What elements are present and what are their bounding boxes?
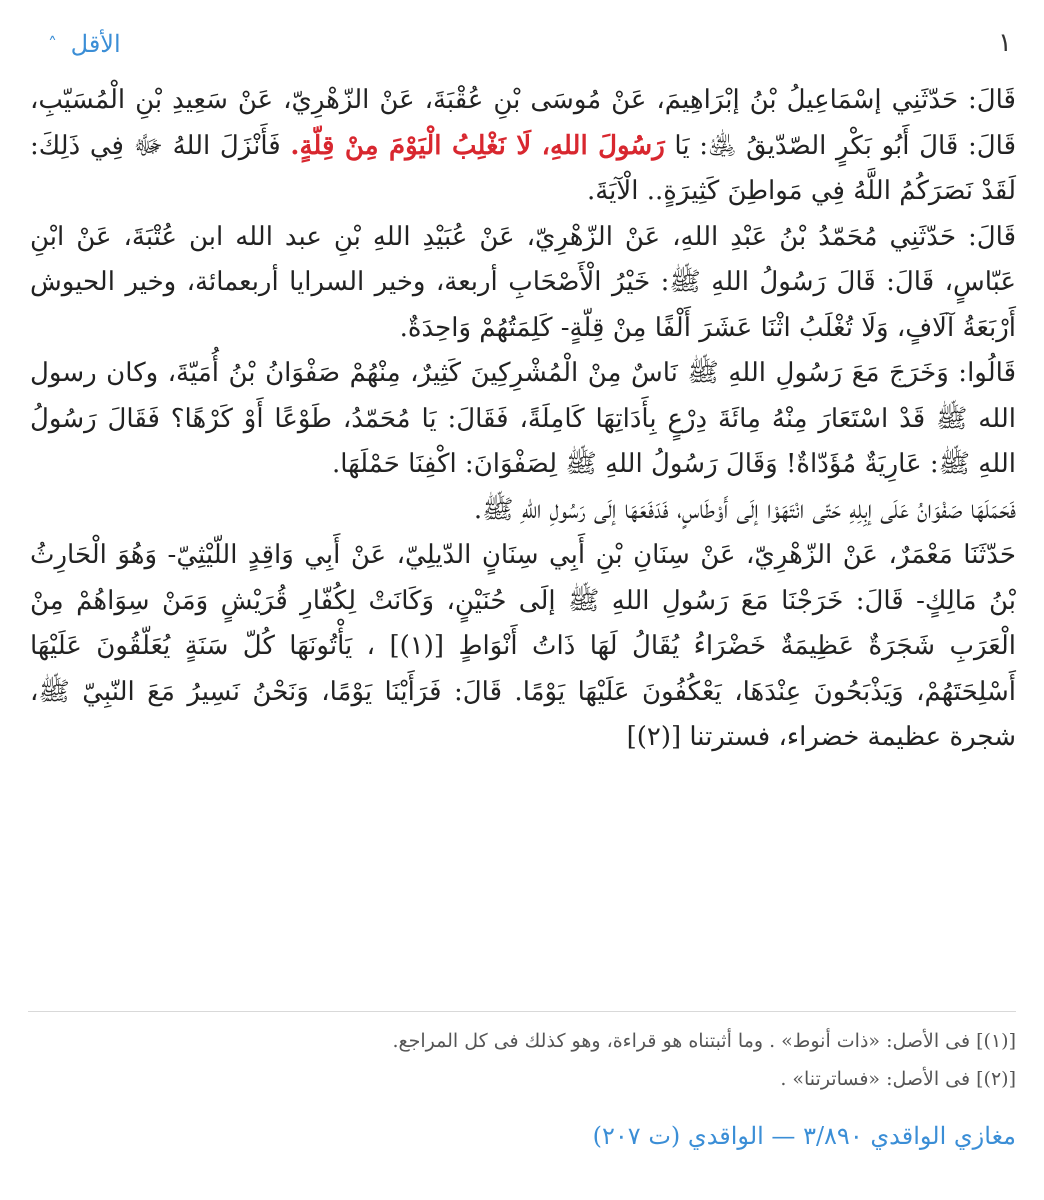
footnote-2: [(٢)] فى الأصل: «فساترتنا» . (780, 1068, 1016, 1090)
footnote-divider (28, 1011, 1016, 1012)
paragraph-4: فَحَمَلَهَا صَفْوَانُ عَلَى إبِلِهِ حَتّى انْتَهَوْا إلَى أَوْطَاسٍ، فَدَفَعَهَا إلَى رَسُولِ اللهِ ﷺ. (473, 494, 1016, 525)
paragraph-1-intro: قَالَ: حَدّثَنِي إسْمَاعِيلُ بْنُ إبْرَاهِيمَ، عَنْ مُوسَى بْنِ عُقْبَةَ، عَنْ الزّهْرِيّ، عَنْ سَعِيدِ بْنِ الْمُسَيّبِ، قَالَ: قَالَ أَبُو بَكْرٍ الصّدّيقُ ﵁: يَا (30, 85, 1017, 161)
top-bar (40, 28, 1012, 68)
paragraph-5: حَدّثَنَا مَعْمَرٌ، عَنْ الزّهْرِيّ، عَنْ سِنَانِ بْنِ أَبِي سِنَانٍ الدّيلِيّ، عَنْ أَبِي وَاقِدٍ اللّيْثِيّ- وَهُوَ الْحَارِثُ بْنُ مَالِكٍ- قَالَ: خَرَجْنَا مَعَ رَسُولِ اللهِ ﷺ إلَى حُنَيْنٍ، وَكَانَتْ لِكُفّارِ قُرَيْشٍ وَمَنْ سِوَاهُمْ مِنْ الْعَرَبِ شَجَرَةٌ عَظِيمَةٌ خَضْرَاءُ يُقَالُ لَهَا ذَاتُ أَنْوَاطٍ [(١)] ، يَأْتُونَهَا كُلّ سَنَةٍ يُعَلّقُونَ عَلَيْهَا أَسْلِحَتَهُمْ، وَيَذْبَحُونَ عِنْدَهَا، يَعْكُفُونَ عَلَيْهَا يَوْمًا. قَالَ: فَرَأَيْنَا يَوْمًا، وَنَحْنُ نَسِيرُ مَعَ النّبِيّ ﷺ، شجرة عظيمة خضراء، فسترتنا [(٢)] (30, 540, 1016, 752)
chevron-up-icon: ˄ (48, 34, 57, 55)
paragraph-2: قَالَ: حَدّثَنِي مُحَمّدُ بْنُ عَبْدِ اللهِ، عَنْ الزّهْرِيّ، عَنْ عُبَيْدِ اللهِ بْنِ عبد الله ابن عُتْبَةَ، عَنْ ابْنِ عَبّاسٍ، قَالَ: قَالَ رَسُولُ اللهِ ﷺ: خَيْرُ الْأَصْحَابِ أربعة، وخير السرايا أربعمائة، وخير الحيوش أَرْبَعَةُ آلَافٍ، وَلَا تُغْلَبُ اثْنَا عَشَرَ أَلْفًا مِنْ قِلّةٍ- كَلِمَتُهُمْ وَاحِدَةٌ. (30, 221, 1016, 343)
highlighted-phrase: رَسُولَ اللهِ، لَا نَغْلِبُ الْيَوْمَ مِنْ قِلّةٍ. (290, 130, 665, 161)
source-citation-link[interactable]: مغازي الواقدي ٣/٨٩٠ — الواقدي (ت ٢٠٧) (592, 1122, 1016, 1150)
page-number: ١ (998, 28, 1012, 58)
paragraph-3: قَالُوا: وَخَرَجَ مَعَ رَسُولِ اللهِ ﷺ نَاسٌ مِنْ الْمُشْرِكِينَ كَثِيرٌ، مِنْهُمْ صَفْوَانُ بْنُ أُمَيّةَ، وكان رسول الله ﷺ قَدْ اسْتَعَارَ مِنْهُ مِائَةَ دِرْعٍ بِأَدَاتِهَا كَامِلَةً، فَقَالَ: يَا مُحَمّدُ، طَوْعًا أَوْ كَرْهًا؟ فَقَالَ رَسُولُ اللهِ ﷺ: عَارِيَةٌ مُؤَدّاةٌ! وَقَالَ رَسُولُ اللهِ ﷺ لِصَفْوَانَ: اكْفِنَا حَمْلَهَا. (30, 358, 1016, 479)
show-less-label: الأقل (70, 30, 121, 58)
paragraph-1-rest: فَأَنْزَلَ اللهُ ﷻ فِي ذَلِكَ: لَقَدْ نَصَرَكُمُ اللَّهُ فِي مَواطِنَ كَثِيرَةٍ.. الْآيَةَ. (30, 130, 1016, 206)
hadith-text (30, 78, 1016, 761)
paragraph-1 (30, 78, 1016, 215)
footnote-1: [(١)] فى الأصل: «ذات أنوط» . وما أثبتناه هو قراءة، وهو كذلك فى كل المراجع. (392, 1030, 1016, 1052)
footnotes (30, 1022, 1016, 1098)
show-less-link[interactable] (48, 30, 121, 58)
